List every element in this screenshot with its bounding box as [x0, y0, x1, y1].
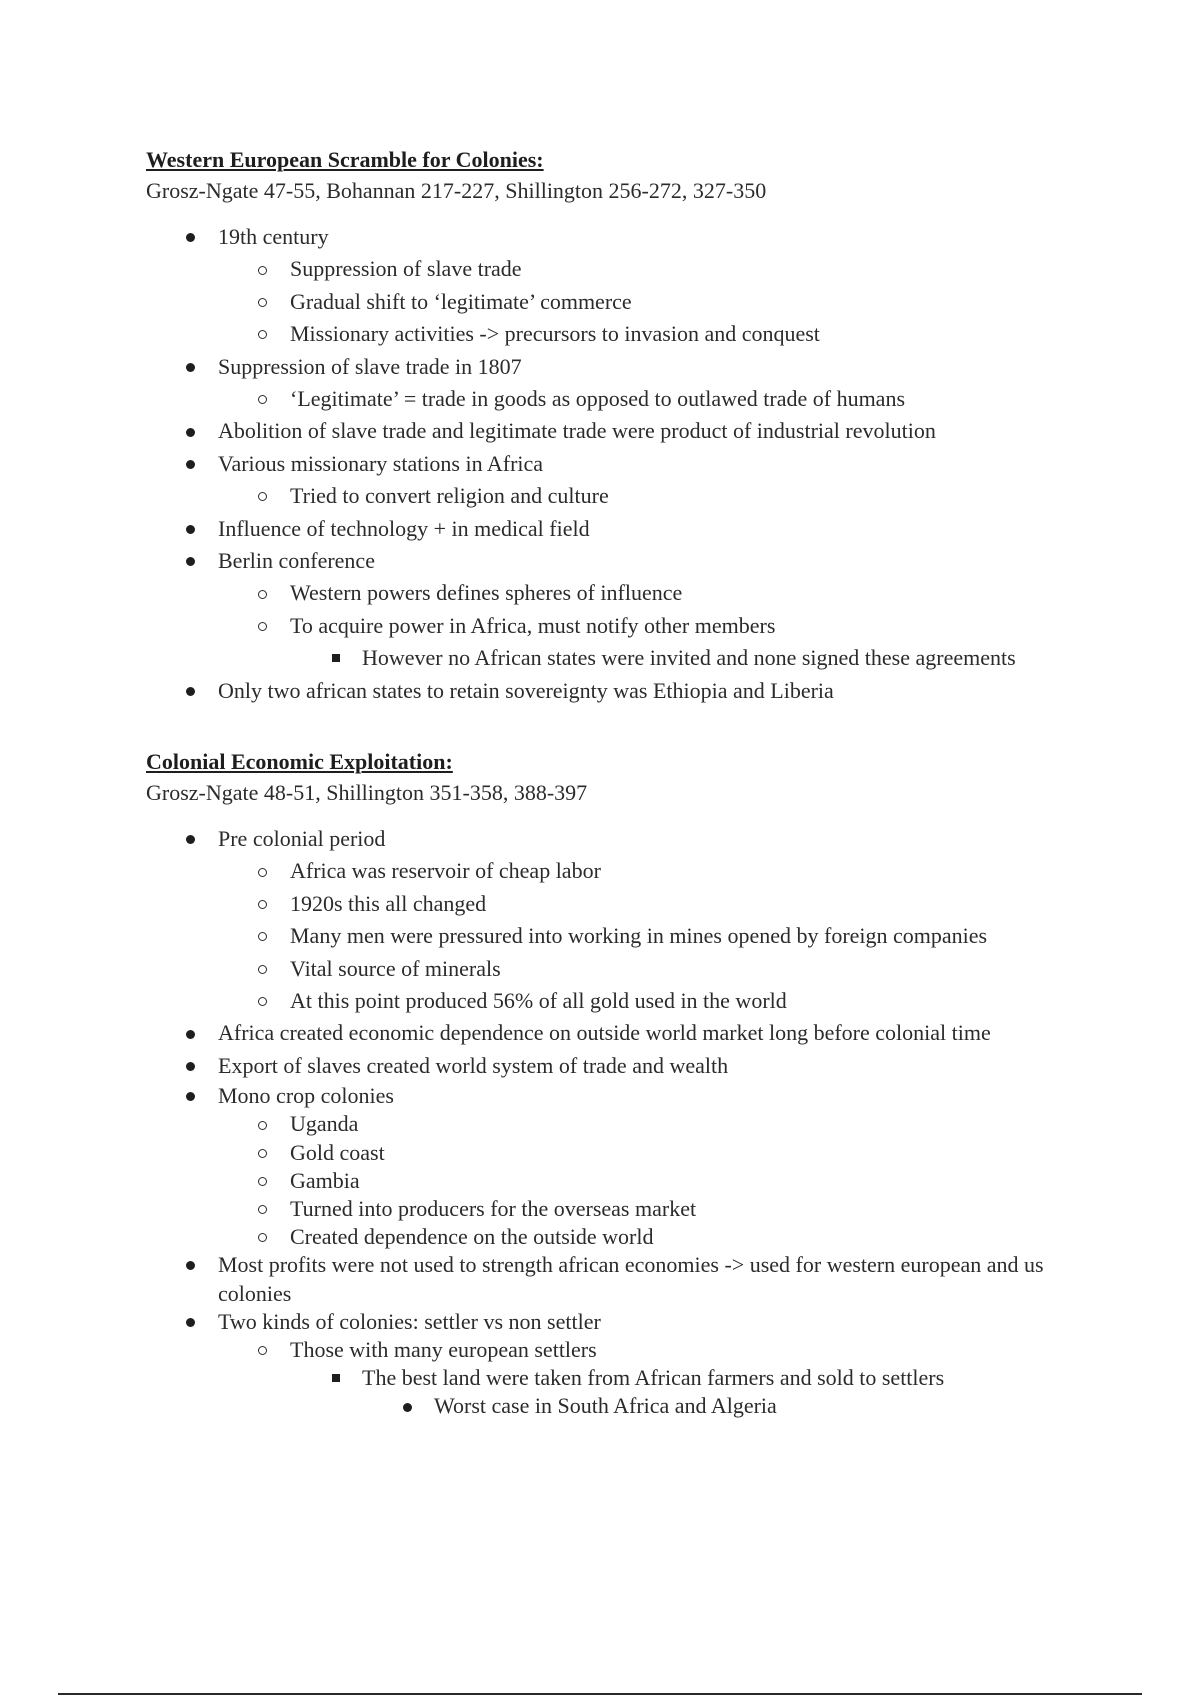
bullet-square-icon	[332, 1374, 340, 1382]
list-item: Most profits were not used to strength african economies -> used for western european and us colonies	[146, 1251, 1106, 1307]
bullet-square-icon	[332, 654, 340, 662]
bullet-list	[146, 823, 1106, 1082]
list-item: However no African states were invited and none signed these agreements	[146, 642, 1106, 674]
bullet-list	[146, 221, 1106, 707]
bullet-dot-icon	[186, 1062, 195, 1071]
section-heading: Western European Scramble for Colonies:	[146, 147, 544, 172]
list-item: Turned into producers for the overseas market	[146, 1195, 1106, 1223]
list-item: Missionary activities -> precursors to invasion and conquest	[146, 318, 1106, 350]
reading-references: Grosz-Ngate 48-51, Shillington 351-358, 388-397	[146, 780, 588, 805]
bullet-circle-icon	[258, 330, 267, 339]
bullet-circle-icon	[258, 868, 267, 877]
bullet-circle-icon	[258, 395, 267, 404]
bullet-circle-icon	[258, 932, 267, 941]
page-bottom-rule	[58, 1693, 1142, 1695]
bullet-circle-icon	[258, 997, 267, 1006]
bullet-dot-icon	[186, 233, 195, 242]
bullet-dot-icon	[403, 1403, 412, 1412]
list-item: Those with many european settlers	[146, 1336, 1106, 1364]
bullet-circle-icon	[258, 298, 267, 307]
bullet-circle-icon	[258, 622, 267, 631]
list-item: Vital source of minerals	[146, 953, 1106, 985]
list-item: Export of slaves created world system of trade and wealth	[146, 1050, 1106, 1082]
bullet-dot-icon	[186, 428, 195, 437]
bullet-dot-icon	[186, 525, 195, 534]
bullet-circle-icon	[258, 1346, 267, 1355]
bullet-circle-icon	[258, 1205, 267, 1214]
bullet-list	[146, 1082, 1106, 1420]
list-item: 1920s this all changed	[146, 888, 1106, 920]
list-item: Abolition of slave trade and legitimate trade were product of industrial revolution	[146, 415, 1106, 447]
list-item: Western powers defines spheres of influence	[146, 577, 1106, 609]
list-item: Africa was reservoir of cheap labor	[146, 855, 1106, 887]
bullet-circle-icon	[258, 965, 267, 974]
list-item: Influence of technology + in medical field	[146, 513, 1106, 545]
list-item: Suppression of slave trade	[146, 253, 1106, 285]
list-item: Gambia	[146, 1167, 1106, 1195]
list-item: Tried to convert religion and culture	[146, 480, 1106, 512]
list-item: To acquire power in Africa, must notify other members	[146, 610, 1106, 642]
bullet-circle-icon	[258, 1149, 267, 1158]
bullet-dot-icon	[186, 363, 195, 372]
section-economic-exploitation	[146, 747, 1106, 1421]
list-item: Various missionary stations in Africa	[146, 448, 1106, 480]
list-item: Two kinds of colonies: settler vs non settler	[146, 1308, 1106, 1336]
bullet-circle-icon	[258, 266, 267, 275]
bullet-dot-icon	[186, 1030, 195, 1039]
bullet-dot-icon	[186, 687, 195, 696]
list-item: The best land were taken from African farmers and sold to settlers	[146, 1364, 1106, 1392]
bullet-dot-icon	[186, 835, 195, 844]
list-item: Only two african states to retain sovereignty was Ethiopia and Liberia	[146, 675, 1106, 707]
list-item: 19th century	[146, 221, 1106, 253]
list-item: At this point produced 56% of all gold used in the world	[146, 985, 1106, 1017]
list-item: ‘Legitimate’ = trade in goods as opposed to outlawed trade of humans	[146, 383, 1106, 415]
list-item: Uganda	[146, 1110, 1106, 1138]
list-item: Worst case in South Africa and Algeria	[146, 1392, 1106, 1420]
list-item: Mono crop colonies	[146, 1082, 1106, 1110]
list-item: Berlin conference	[146, 545, 1106, 577]
bullet-dot-icon	[186, 1092, 195, 1101]
bullet-circle-icon	[258, 900, 267, 909]
section-scramble-for-colonies	[146, 145, 1106, 707]
bullet-circle-icon	[258, 492, 267, 501]
list-item: Suppression of slave trade in 1807	[146, 351, 1106, 383]
bullet-circle-icon	[258, 1121, 267, 1130]
bullet-dot-icon	[186, 1318, 195, 1327]
bullet-circle-icon	[258, 1233, 267, 1242]
section-heading: Colonial Economic Exploitation:	[146, 749, 453, 774]
list-item: Pre colonial period	[146, 823, 1106, 855]
list-item: Gold coast	[146, 1139, 1106, 1167]
list-item: Gradual shift to ‘legitimate’ commerce	[146, 286, 1106, 318]
list-item: Many men were pressured into working in mines opened by foreign companies	[146, 920, 1106, 952]
bullet-circle-icon	[258, 590, 267, 599]
bullet-circle-icon	[258, 1177, 267, 1186]
bullet-dot-icon	[186, 1261, 195, 1270]
bullet-dot-icon	[186, 557, 195, 566]
reading-references: Grosz-Ngate 47-55, Bohannan 217-227, Shillington 256-272, 327-350	[146, 178, 767, 203]
list-item: Africa created economic dependence on outside world market long before colonial time	[146, 1017, 1106, 1049]
bullet-dot-icon	[186, 460, 195, 469]
list-item: Created dependence on the outside world	[146, 1223, 1106, 1251]
